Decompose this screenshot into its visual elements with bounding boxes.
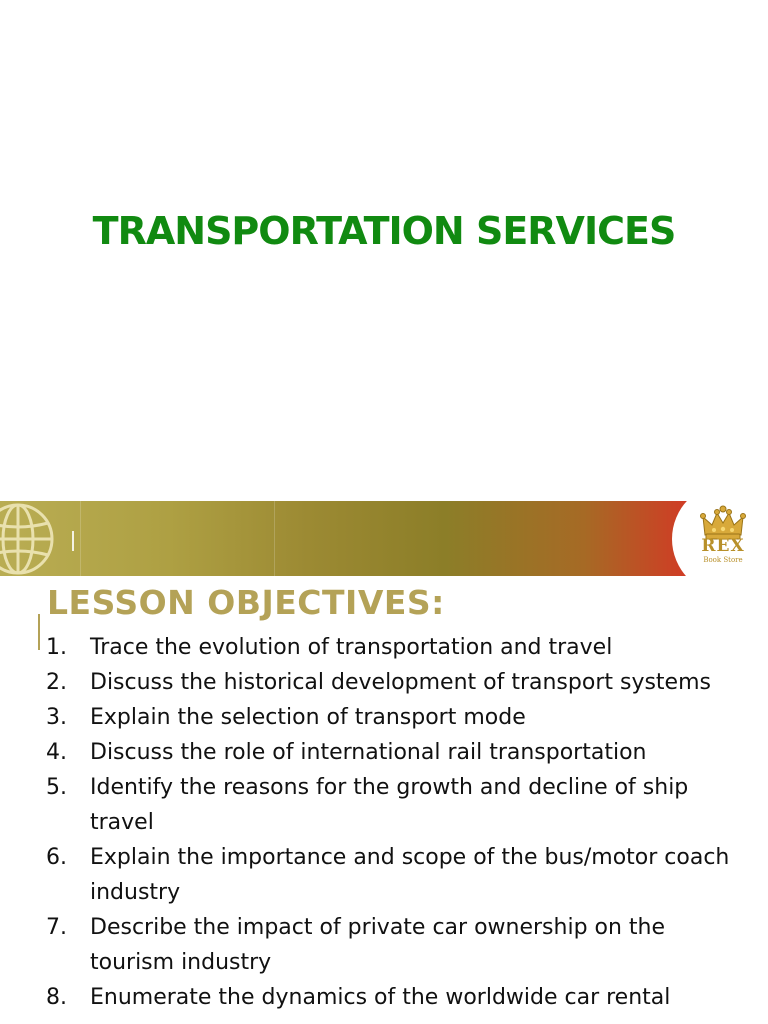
item-number: 3. — [46, 705, 67, 730]
slide-title: TRANSPORTATION SERVICES — [92, 209, 676, 253]
item-number: 4. — [46, 740, 67, 765]
banner-divider — [274, 501, 275, 576]
list-item — [46, 770, 756, 840]
accent-bar — [38, 614, 40, 650]
title-slide — [0, 0, 768, 501]
objectives-heading: LESSON OBJECTIVES: — [47, 583, 445, 622]
list-item — [46, 735, 756, 770]
item-text: Trace the evolution of transportation and travel — [90, 635, 613, 660]
item-text: Describe the impact of private car ownership on the tourism industry — [90, 915, 666, 975]
objectives-list — [46, 630, 756, 1015]
list-item — [46, 980, 756, 1015]
item-number: 5. — [46, 775, 67, 800]
banner-tick — [72, 531, 74, 551]
item-text: Discuss the role of international rail transportation — [90, 740, 647, 765]
item-text: Enumerate the dynamics of the worldwide car rental — [90, 985, 671, 1010]
logo-subtitle: Book Store — [703, 556, 743, 564]
list-item — [46, 910, 756, 980]
item-text: Explain the selection of transport mode — [90, 705, 526, 730]
item-number: 7. — [46, 915, 67, 940]
banner-divider — [80, 501, 81, 576]
item-number: 6. — [46, 845, 67, 870]
item-text: Explain the importance and scope of the bus/motor coach industry — [90, 845, 730, 905]
logo-brand: REX — [701, 536, 745, 556]
item-number: 2. — [46, 670, 67, 695]
globe-icon — [0, 501, 70, 576]
item-text: Discuss the historical development of transport systems — [90, 670, 711, 695]
header-banner — [0, 501, 768, 576]
list-item — [46, 630, 756, 665]
item-text: Identify the reasons for the growth and decline of ship travel — [90, 775, 689, 835]
list-item — [46, 840, 756, 910]
list-item — [46, 700, 756, 735]
item-number: 1. — [46, 635, 67, 660]
item-number: 8. — [46, 985, 67, 1010]
list-item — [46, 665, 756, 700]
objectives-slide — [0, 501, 768, 1024]
